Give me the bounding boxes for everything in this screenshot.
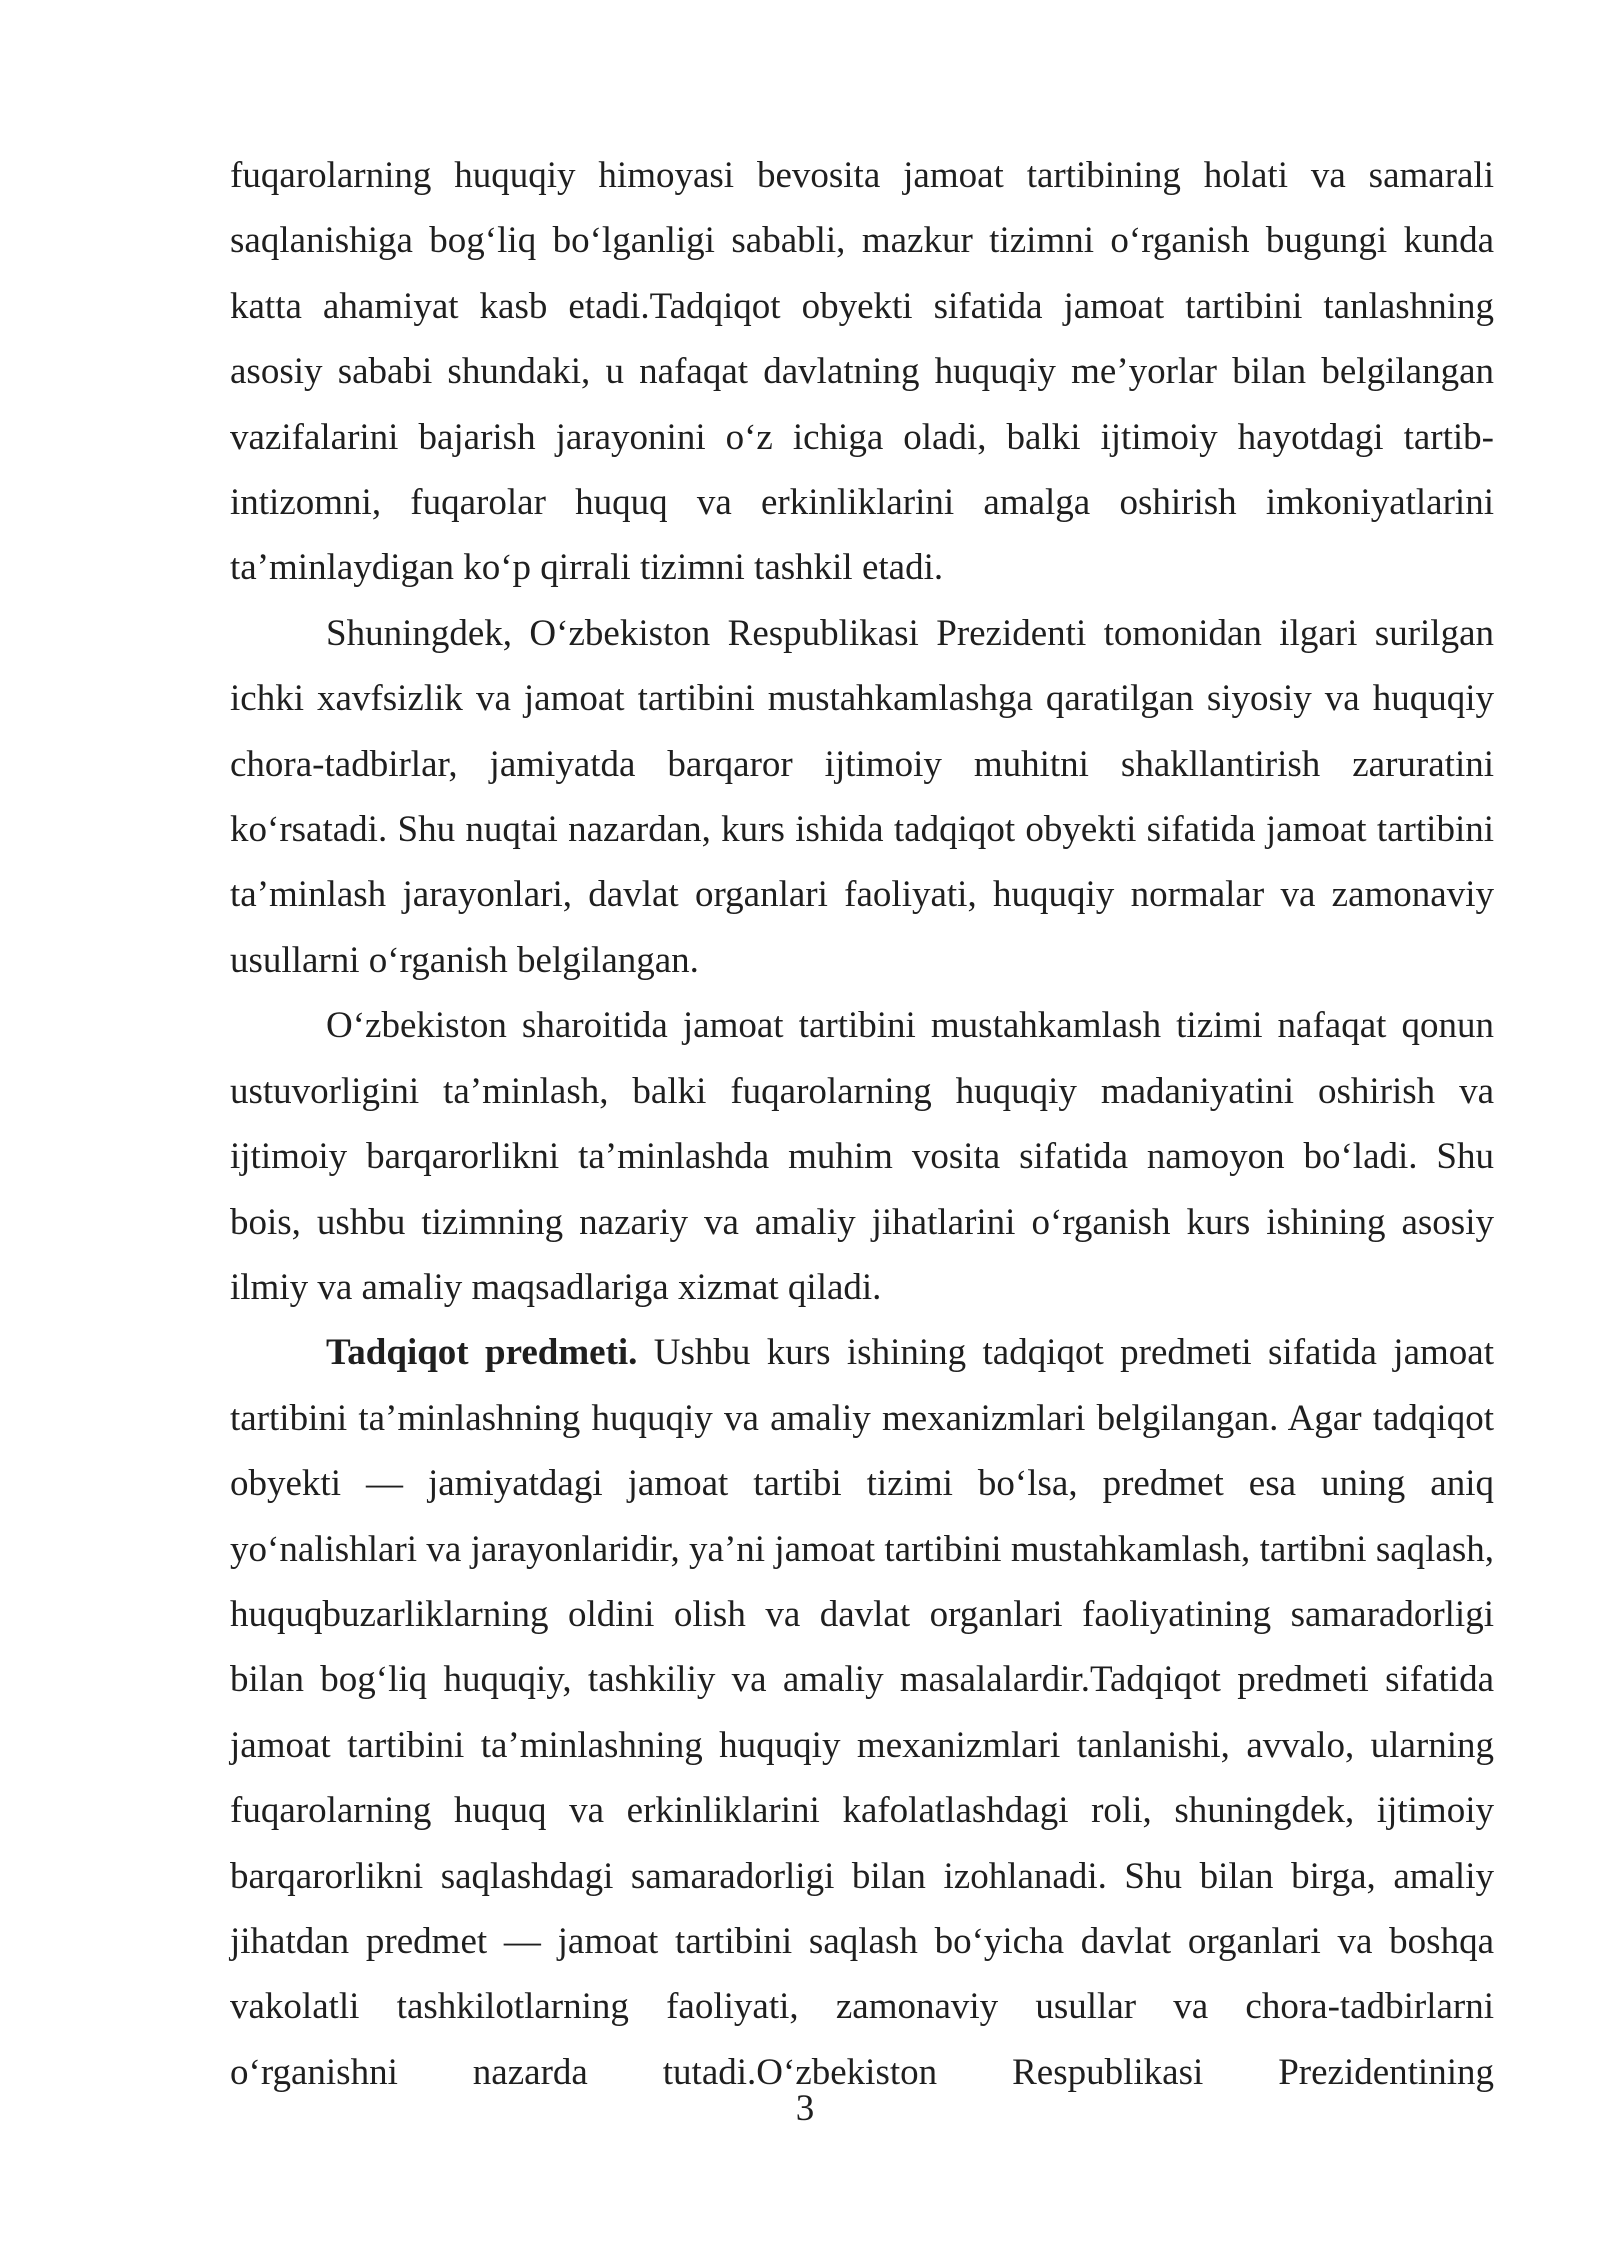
paragraph-1: fuqarolarning huquqiy himoyasi bevosita jamoat tartibining holati va samarali saqlanishiga bog‘liq bo‘lganligi sababli, mazkur tizimni o‘rganish bugungi kunda katta ahamiyat kasb etadi.Tadqiqot obyekti sifatida jamoat tartibini tanlashning asosiy sababi shundaki, u nafaqat davlatning huquqiy me’yorlar bilan belgilangan vazifalarini bajarish jarayonini o‘z ichiga oladi, balki ijtimoiy hayotdagi tartib-intizomni, fuqarolar huquq va erkinliklarini amalga oshirish imkoniyatlarini ta’minlaydigan ko‘p qirrali tizimni tashkil etadi. [230, 155, 1494, 589]
paragraph-4 [230, 1320, 1494, 2105]
paragraph-3: O‘zbekiston sharoitida jamoat tartibini mustahkamlash tizimi nafaqat qonun ustuvorligini ta’minlash, balki fuqarolarning huquqiy madaniyatini oshirish va ijtimoiy barqarorlikni ta’minlashda muhim vosita sifatida namoyon bo‘ladi. Shu bois, ushbu tizimning nazariy va amaliy jihatlarini o‘rganish kurs ishining asosiy ilmiy va amaliy maqsadlariga xizmat qiladi. [230, 1005, 1494, 1308]
paragraph-4-text: Ushbu kurs ishining tadqiqot predmeti sifatida jamoat tartibini ta’minlashning huquqiy va amaliy mexanizmlari belgilangan. Agar tadqiqot obyekti — jamiyatdagi jamoat tartibi tizimi bo‘lsa, predmet esa uning aniq yo‘nalishlari va jarayonlaridir, ya’ni jamoat tartibini mustahkamlash, tartibni saqlash, huquqbuzarliklarning oldini olish va davlat organlari faoliyatining samaradorligi bilan bog‘liq huquqiy, tashkiliy va amaliy masalalardir.Tadqiqot predmeti sifatida jamoat tartibini ta’minlashning huquqiy mexanizmlari tanlanishi, avvalo, ularning fuqarolarning huquq va erkinliklarini kafolatlashdagi roli, shuningdek, ijtimoiy barqarorlikni saqlashdagi samaradorligi bilan izohlanadi. Shu bilan birga, amaliy jihatdan predmet — jamoat tartibini saqlash bo‘yicha davlat organlari va boshqa vakolatli tashkilotlarning faoliyati, zamonaviy usullar va chora-tadbirlarni o‘rganishni nazarda tutadi.O‘zbekiston Respublikasi Prezidentining [230, 1332, 1494, 2093]
paragraph-2: Shuningdek, O‘zbekiston Respublikasi Prezidenti tomonidan ilgari surilgan ichki xavfsizlik va jamoat tartibini mustahkamlashga qaratilgan siyosiy va huquqiy chora-tadbirlar, jamiyatda barqaror ijtimoiy muhitni shakllantirish zaruratini ko‘rsatadi. Shu nuqtai nazardan, kurs ishida tadqiqot obyekti sifatida jamoat tartibini ta’minlash jarayonlari, davlat organlari faoliyati, huquqiy normalar va zamonaviy usullarni o‘rganish belgilangan. [230, 612, 1494, 981]
page-number: 3 [795, 2088, 815, 2129]
paragraph-4-lead: Tadqiqot predmeti. [326, 1332, 638, 1374]
document-body [230, 143, 1494, 2105]
